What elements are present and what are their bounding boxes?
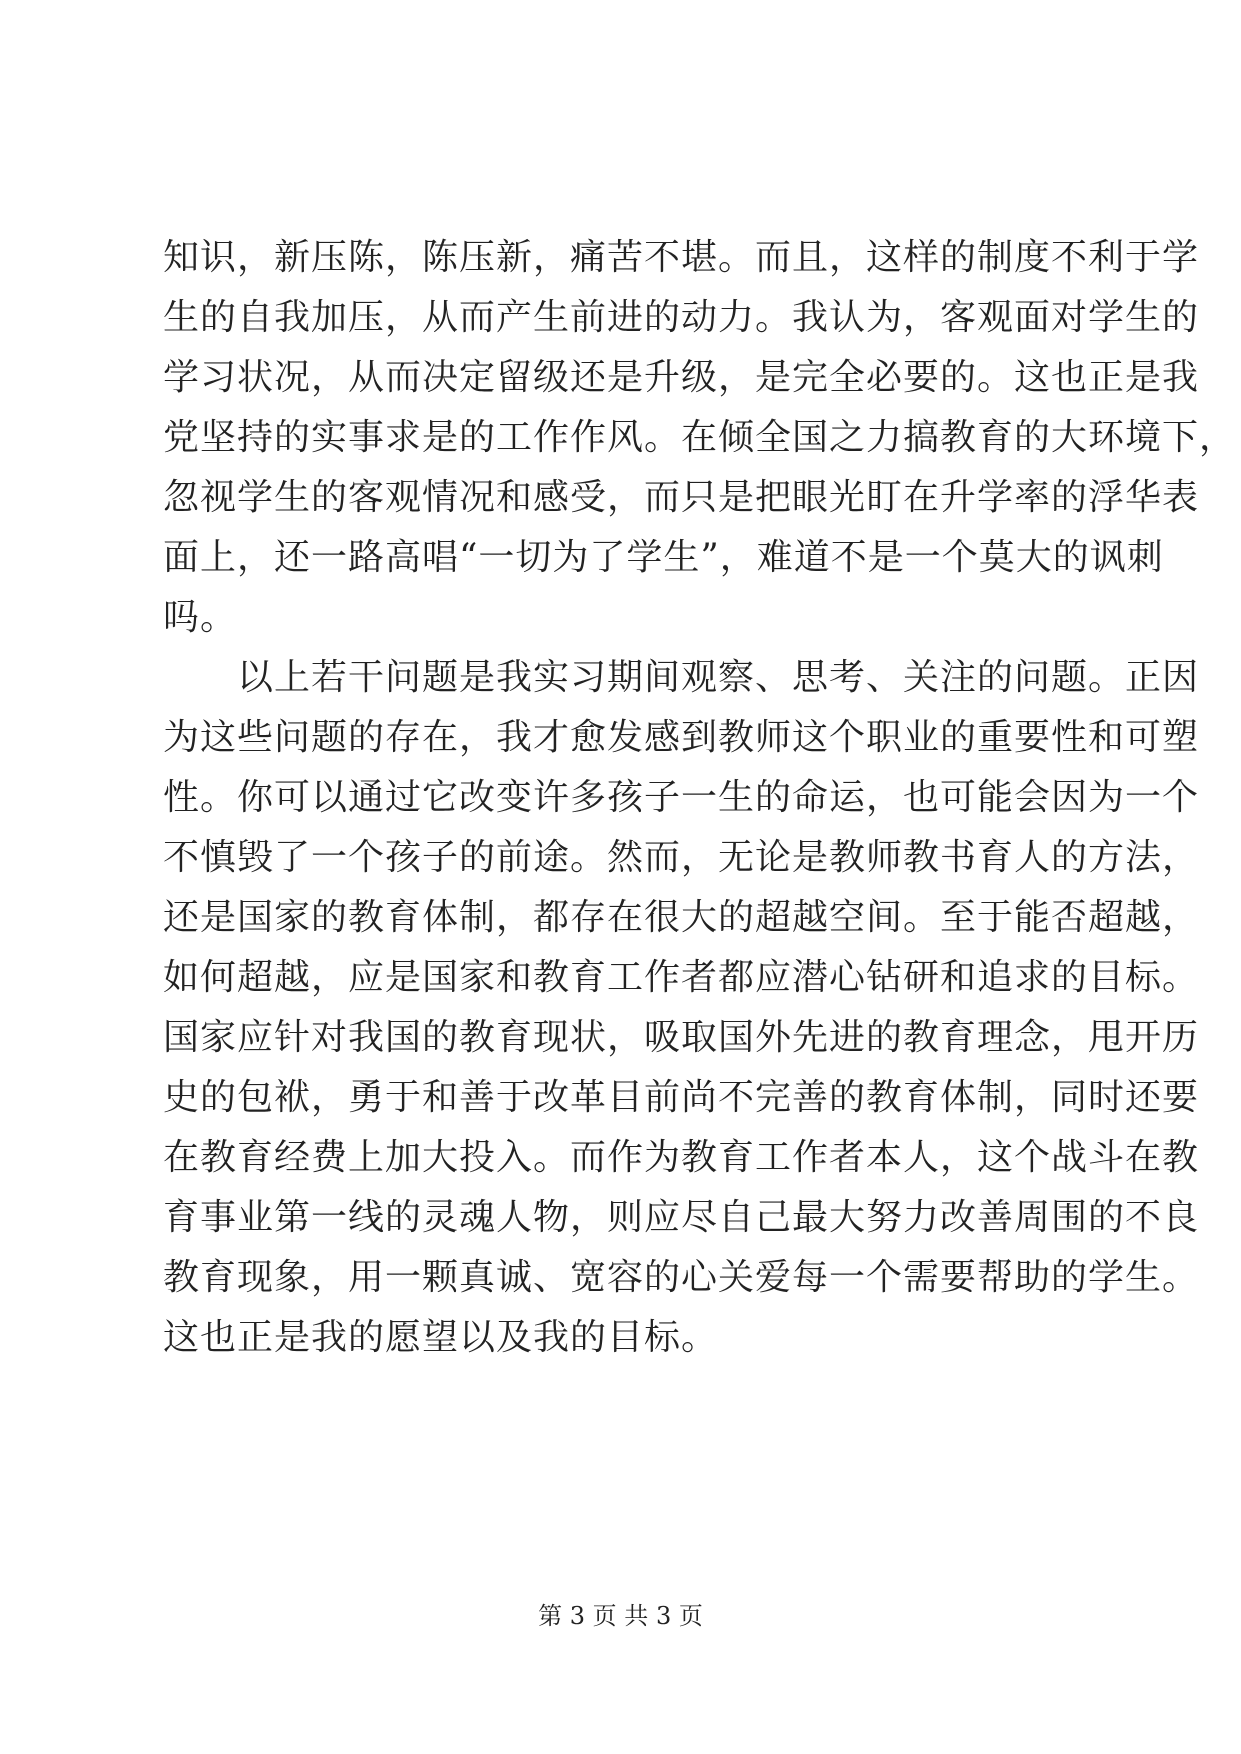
text-line: 这也正是我的愿望以及我的目标。 [163, 1317, 719, 1358]
body-text [163, 228, 1237, 1368]
text-line: 吗。 [163, 597, 238, 638]
text-line: 党坚持的实事求是的工作作风。在倾全国之力搞教育的大环境下， [163, 417, 1237, 458]
text-line: 教育现象，用一颗真诚、宽容的心关爱每一个需要帮助的学生。 [163, 1257, 1200, 1298]
text-line: 性。你可以通过它改变许多孩子一生的命运，也可能会因为一个 [163, 777, 1200, 818]
text-line: 为这些问题的存在，我才愈发感到教师这个职业的重要性和可塑 [163, 717, 1200, 758]
text-line: 生的自我加压，从而产生前进的动力。我认为，客观面对学生的 [163, 297, 1200, 338]
text-line: 忽视学生的客观情况和感受，而只是把眼光盯在升学率的浮华表 [163, 477, 1200, 518]
page-number-footer: 第 3 页 共 3 页 [538, 1602, 703, 1630]
text-line: 还是国家的教育体制，都存在很大的超越空间。至于能否超越， [163, 897, 1200, 938]
text-line: 以上若干问题是我实习期间观察、思考、关注的问题。正因 [163, 657, 1200, 698]
text-line: 面上，还一路高唱“一切为了学生”，难道不是一个莫大的讽刺 [163, 537, 1164, 578]
text-line: 育事业第一线的灵魂人物，则应尽自己最大努力改善周围的不良 [163, 1197, 1200, 1238]
text-line: 知识，新压陈，陈压新，痛苦不堪。而且，这样的制度不利于学 [163, 237, 1200, 278]
text-line: 国家应针对我国的教育现状，吸取国外先进的教育理念，甩开历 [163, 1017, 1200, 1058]
text-line: 不慎毁了一个孩子的前途。然而，无论是教师教书育人的方法， [163, 837, 1200, 878]
text-line: 在教育经费上加大投入。而作为教育工作者本人，这个战斗在教 [163, 1137, 1200, 1178]
text-line: 如何超越，应是国家和教育工作者都应潜心钻研和追求的目标。 [163, 957, 1200, 998]
text-line: 史的包袱，勇于和善于改革目前尚不完善的教育体制，同时还要 [163, 1077, 1200, 1118]
text-line: 学习状况，从而决定留级还是升级，是完全必要的。这也正是我 [163, 357, 1200, 398]
